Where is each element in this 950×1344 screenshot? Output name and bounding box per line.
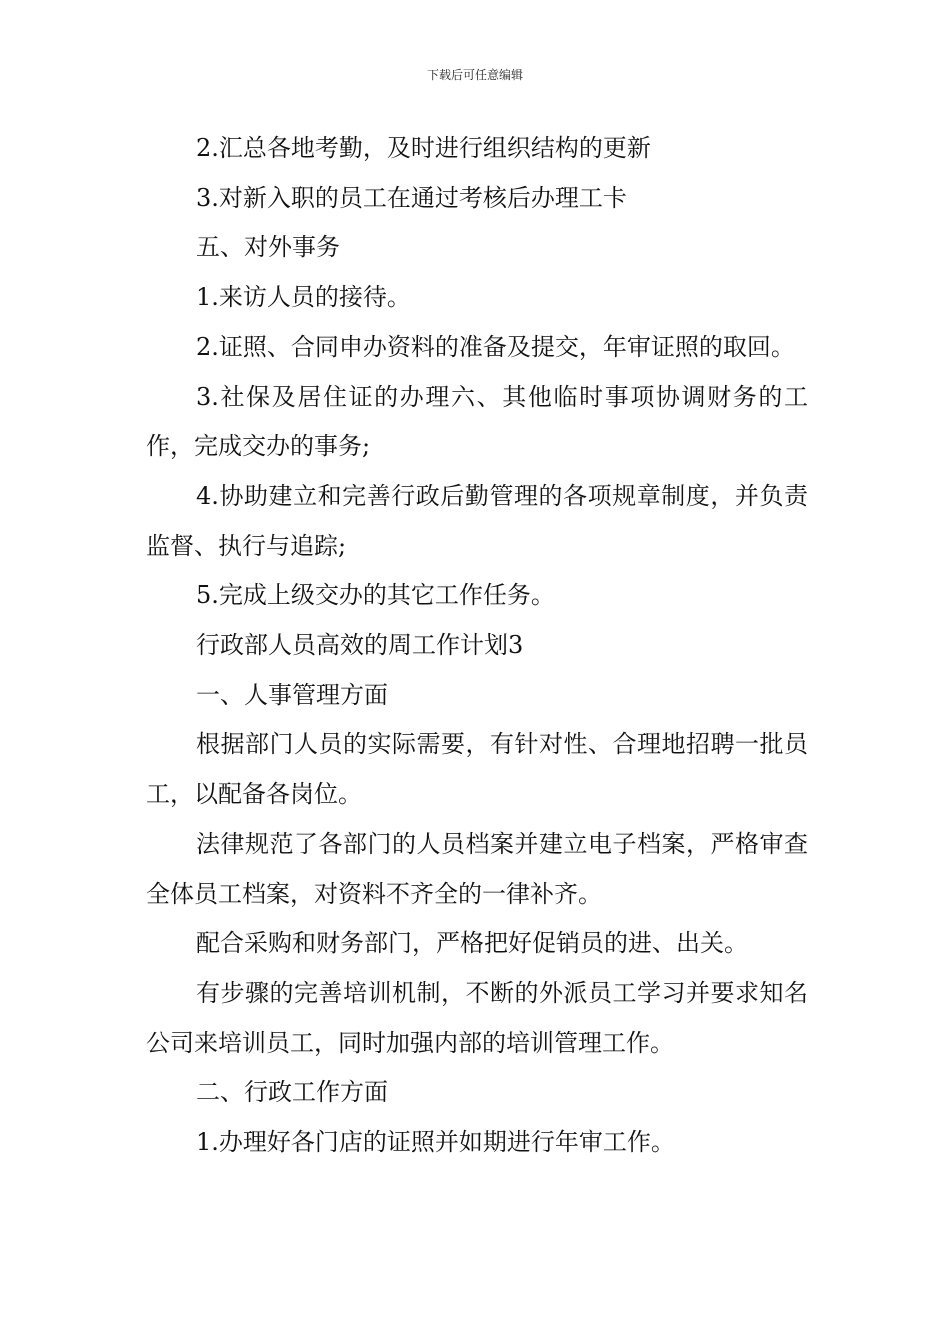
section-heading: 二、行政工作方面 [196, 1078, 388, 1107]
paragraph: 根据部门人员的实际需要，有针对性、合理地招聘一批员工，以配备各岗位。 [146, 730, 808, 809]
document-body [146, 124, 808, 1168]
paragraph: 4.协助建立和完善行政后勤管理的各项规章制度，并负责监督、执行与追踪; [146, 481, 808, 560]
paragraph: 2.汇总各地考勤，及时进行组织结构的更新 [196, 134, 651, 162]
paragraph: 法律规范了各部门的人员档案并建立电子档案，严格审查全体员工档案，对资料不齐全的一律补齐。 [146, 829, 808, 908]
page-header: 下载后可任意编辑 [426, 68, 523, 82]
paragraph: 2.证照、合同申办资料的准备及提交，年审证照的取回。 [196, 332, 795, 361]
paragraph: 5.完成上级交办的其它工作任务。 [196, 581, 555, 610]
paragraph: 1.来访人员的接待。 [196, 283, 411, 312]
document-title: 行政部人员高效的周工作计划3 [196, 631, 524, 660]
section-heading: 五、对外事务 [196, 233, 340, 262]
paragraph: 配合采购和财务部门，严格把好促销员的进、出关。 [196, 929, 748, 958]
section-heading: 一、人事管理方面 [196, 680, 388, 709]
paragraph: 1.办理好各门店的证照并如期进行年审工作。 [196, 1128, 675, 1157]
paragraph: 3.对新入职的员工在通过考核后办理工卡 [196, 183, 627, 212]
paragraph: 有步骤的完善培训机制，不断的外派员工学习并要求知名公司来培训员工，同时加强内部的培训管理工作。 [146, 978, 808, 1057]
paragraph: 3.社保及居住证的办理六、其他临时事项协调财务的工作，完成交办的事务; [146, 382, 808, 461]
